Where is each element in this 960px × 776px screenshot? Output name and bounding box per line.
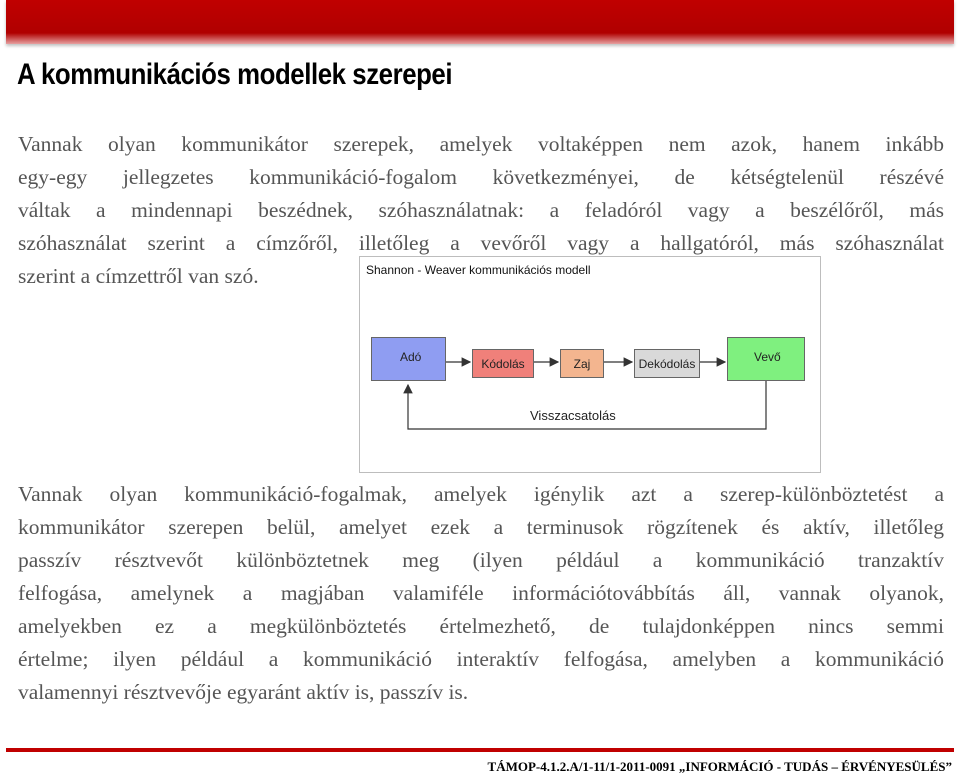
slide-title: A kommunikációs modellek szerepei [17, 58, 453, 91]
footer-divider [6, 748, 954, 752]
diagram-title: Shannon - Weaver kommunikációs modell [366, 263, 591, 277]
paragraph-line: váltak a mindennapi beszédnek, szóhasználatnak: a feladóról vagy a beszélőről, más [18, 198, 944, 222]
encoding-box: Kódolás [472, 349, 534, 378]
sender-box: Adó [371, 337, 446, 381]
shannon-weaver-diagram [359, 256, 821, 473]
paragraph-line: passzív résztvevőt különböztetnek meg (ilyen például a kommunikáció tranzaktív [18, 548, 944, 572]
decoding-box: Dekódolás [634, 349, 700, 378]
feedback-label: Visszacsatolás [530, 408, 616, 423]
paragraph-line: szóhasználat szerint a címzőről, illetőleg a vevőről vagy a hallgatóról, más szóhasználat [18, 231, 944, 255]
paragraph-line: felfogása, amelynek a magjában valamiféle információtovábbítás áll, vannak olyanok, [18, 581, 944, 605]
paragraph-line: kommunikátor szerepen belül, amelyet ezek a terminusok rögzítenek és aktív, illetőleg [18, 515, 944, 539]
paragraph-roles [18, 478, 944, 709]
paragraph-line: Vannak olyan kommunikáció-fogalmak, amelyek igénylik azt a szerep-különböztetést a [18, 482, 944, 506]
paragraph-line: értelme; ilyen például a kommunikáció interaktív felfogása, amelyben a kommunikáció [18, 647, 944, 671]
receiver-box: Vevő [727, 337, 805, 381]
paragraph-line: amelyekben ez a megkülönböztetés értelmezhető, de tulajdonképpen nincs semmi [18, 614, 944, 638]
paragraph-line: Vannak olyan kommunikátor szerepek, amelyek voltaképpen nem azok, hanem inkább [18, 132, 944, 156]
paragraph-line: egy-egy jellegzetes kommunikáció-fogalom következményei, de kétségtelenül részévé [18, 165, 944, 189]
noise-box: Zaj [560, 349, 604, 378]
paragraph-line: szerint a címzettről van szó. [18, 264, 259, 288]
header-bar [6, 0, 954, 44]
paragraph-line: valamennyi résztvevője egyaránt aktív is, passzív is. [18, 680, 469, 704]
footer-project-code: TÁMOP-4.1.2.A/1-11/1-2011-0091 „INFORMÁCIÓ - TUDÁS – ÉRVÉNYESÜLÉS” [487, 759, 952, 774]
